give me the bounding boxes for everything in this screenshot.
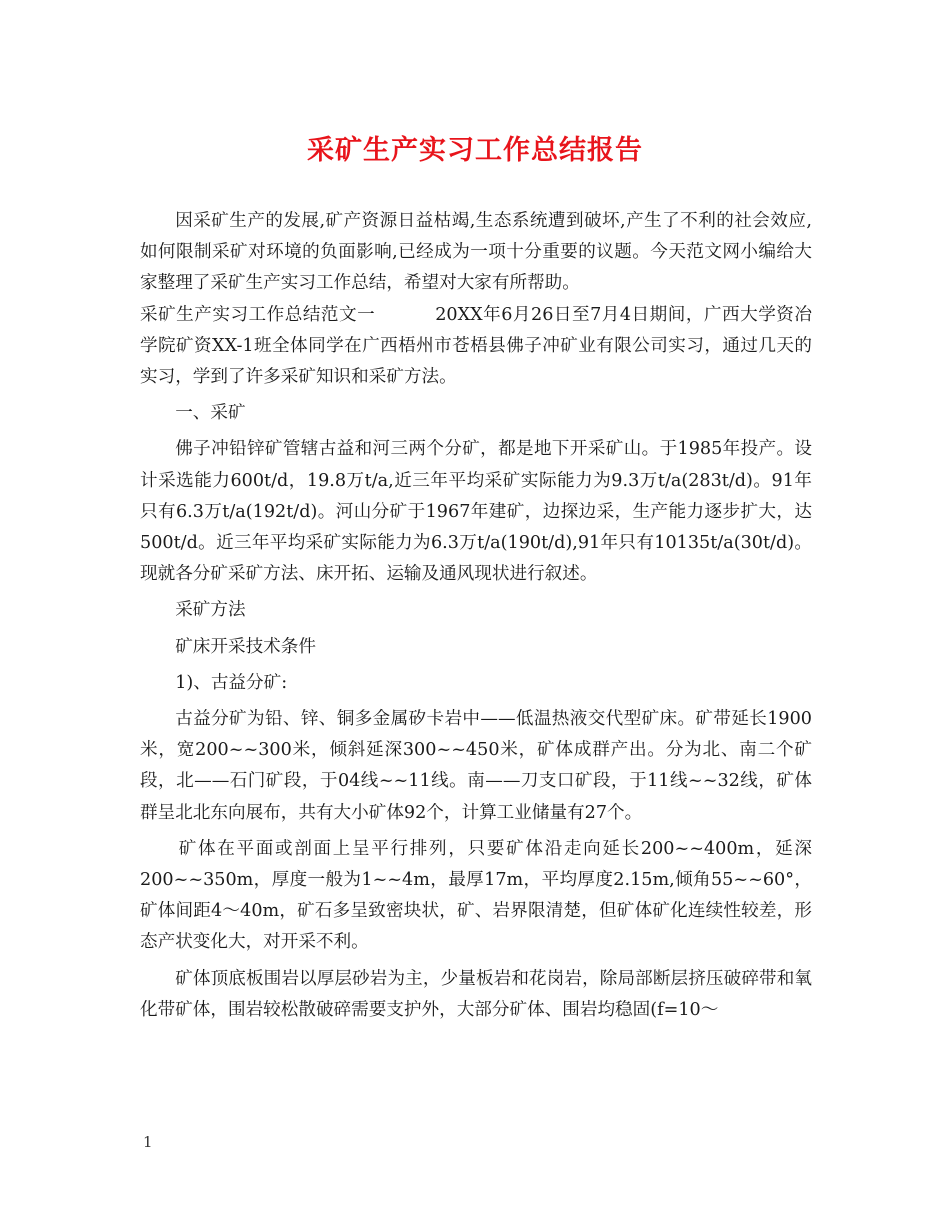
section-heading-guyi: 1)、古益分矿: bbox=[175, 672, 288, 693]
section-heading-mining: 一、采矿 bbox=[175, 403, 246, 424]
sample-paragraph bbox=[140, 300, 812, 394]
paragraph-orebody-geometry: 矿体在平面或剖面上呈平行排列，只要矿体沿走向延长200~~400m，延深200~~350m，厚度一般为1~~4m，最厚17m，平均厚度2.15m,倾角55~~60°，矿体间距4～40m，矿石多呈致密块状，矿、岩界限清楚，但矿体矿化连续性较差，形态产状变化大，对开采不利。 bbox=[140, 838, 812, 953]
document-body bbox=[140, 206, 812, 1026]
paragraph-mine-overview: 佛子冲铅锌矿管辖古益和河三两个分矿，都是地下开采矿山。于1985年投产。设计采选能力600t/d，19.8万t/a,近三年平均采矿实际能力为9.3万t/a(283t/d)。91年只有6.3万t/a(192t/d)。河山分矿于1967年建矿，边探边采，生产能力逐步扩大，达500t/d。近三年平均采矿实际能力为6.3万t/a(190t/d),91年只有10135t/a(30t/d)。现就各分矿采矿方法、床开拓、运输及通风现状进行叙述。 bbox=[140, 439, 812, 585]
page-number: 1 bbox=[143, 1133, 153, 1151]
paragraph-wall-rock: 矿体顶底板围岩以厚层砂岩为主，少量板岩和花岗岩，除局部断层挤压破碎带和氧化带矿体，围岩较松散破碎需要支护外，大部分矿体、围岩均稳固(f=10～ bbox=[140, 968, 812, 1020]
document-title: 采矿生产实习工作总结报告 bbox=[307, 135, 643, 166]
sample-label: 采矿生产实习工作总结范文一 bbox=[140, 304, 376, 325]
sample-text: 20XX年6月26日至7月4日期间，广西大学资冶学院矿资XX-1班全体同学在广西梧州市苍梧县佛子冲矿业有限公司实习，通过几天的实习，学到了许多采矿知识和采矿方法。 bbox=[140, 304, 812, 388]
paragraph-guyi-deposit: 古益分矿为铅、锌、铜多金属矽卡岩中——低温热液交代型矿床。矿带延长1900米，宽200~~300米，倾斜延深300~~450米，矿体成群产出。分为北、南二个矿段，北——石门矿段，于04线~~11线。南——刀支口矿段，于11线~~32线，矿体群呈北北东向展布，共有大小矿体92个，计算工业储量有27个。 bbox=[140, 709, 812, 823]
intro-paragraph: 因采矿生产的发展,矿产资源日益枯竭,生态系统遭到破坏,产生了不利的社会效应,如何限制采矿对环境的负面影响,已经成为一项十分重要的议题。今天范文网小编给大家整理了采矿生产实习工作总结，希望对大家有所帮助。 bbox=[140, 211, 812, 294]
section-heading-technical-conditions: 矿床开采技术条件 bbox=[175, 636, 316, 657]
section-heading-mining-method: 采矿方法 bbox=[175, 600, 246, 621]
